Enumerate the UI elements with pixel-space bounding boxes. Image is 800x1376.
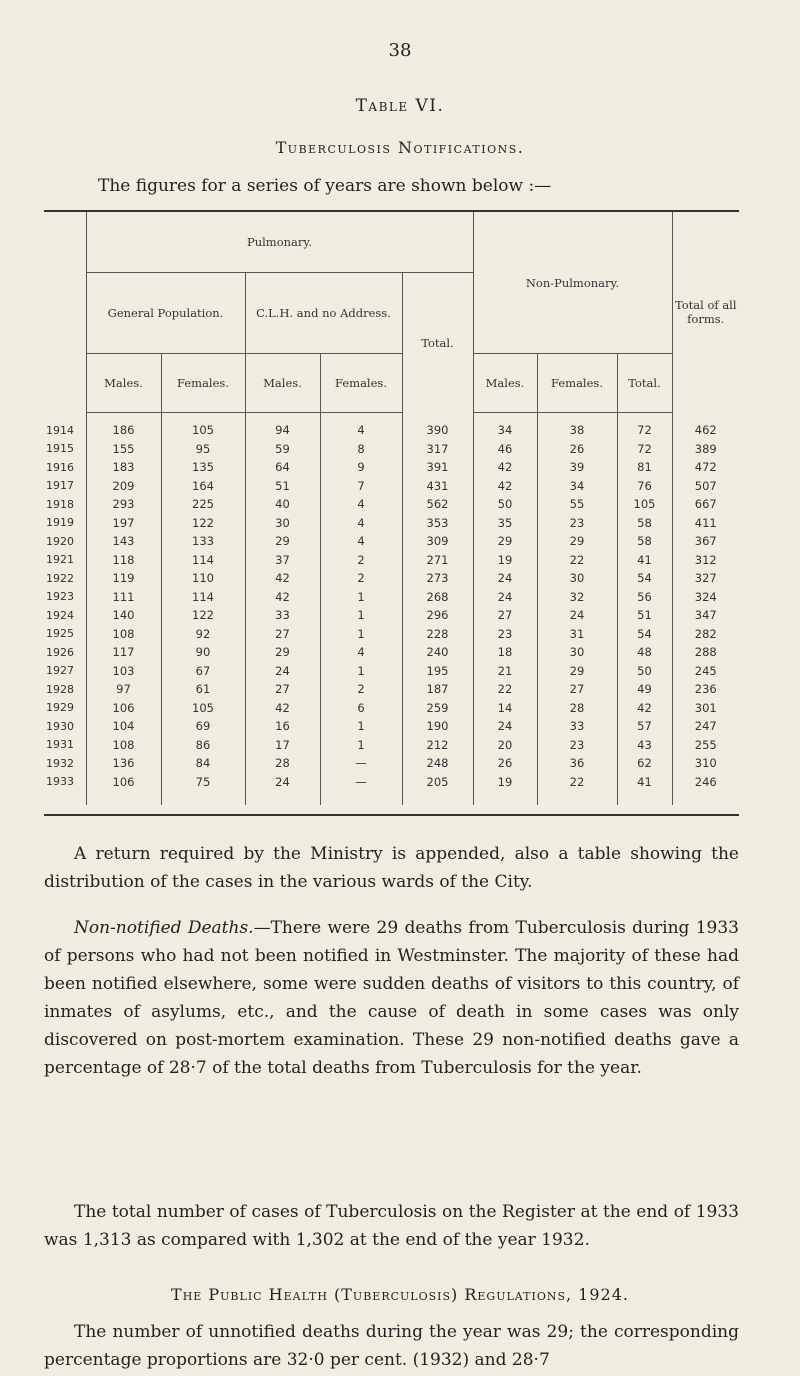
table-cell: 14 <box>473 699 537 718</box>
table-cell: 209 <box>86 477 161 496</box>
table-cell: 4 <box>320 514 402 533</box>
table-cell: 23 <box>537 514 617 533</box>
year-cell: 1924 <box>46 608 74 622</box>
notifications-table <box>44 212 739 805</box>
np-females-header: Females. <box>537 354 617 413</box>
table-cell: 271 <box>402 551 473 570</box>
table-cell: 50 <box>473 495 537 514</box>
table-cell: 136 <box>86 754 161 773</box>
table-row <box>44 643 739 662</box>
table-cell: — <box>320 754 402 773</box>
table-cell: 22 <box>537 773 617 806</box>
table-row <box>44 736 739 755</box>
table-cell: 240 <box>402 643 473 662</box>
table-cell: 26 <box>537 440 617 459</box>
table-cell: 51 <box>245 477 320 496</box>
table-row <box>44 699 739 718</box>
table-cell: 8 <box>320 440 402 459</box>
table-cell: 246 <box>672 773 739 806</box>
table-cell: 282 <box>672 625 739 644</box>
table-row <box>44 495 739 514</box>
table-cell: 23 <box>537 736 617 755</box>
table-row <box>44 773 739 806</box>
table-cell: 212 <box>402 736 473 755</box>
table-cell: 301 <box>672 699 739 718</box>
table-cell: 106 <box>86 773 161 806</box>
table-cell: — <box>320 773 402 806</box>
table-cell: 46 <box>473 440 537 459</box>
table-subtitle: Tuberculosis Notifications. <box>275 138 525 157</box>
table-cell: 69 <box>161 717 245 736</box>
table-intro: The figures for a series of years are shown below :— <box>98 176 552 196</box>
table-cell: 75 <box>161 773 245 806</box>
table-cell: 81 <box>617 458 672 477</box>
table-cell: 42 <box>245 588 320 607</box>
table-cell: 108 <box>86 736 161 755</box>
table-cell: 309 <box>402 532 473 551</box>
table-cell: 103 <box>86 662 161 681</box>
table-cell: 390 <box>402 413 473 440</box>
table-cell: 353 <box>402 514 473 533</box>
table-cell: 247 <box>672 717 739 736</box>
year-cell: 1930 <box>46 719 74 733</box>
table-cell: 190 <box>402 717 473 736</box>
table-cell: 273 <box>402 569 473 588</box>
table-cell: 312 <box>672 551 739 570</box>
table-cell: 140 <box>86 606 161 625</box>
table-cell: 106 <box>86 699 161 718</box>
table-cell: 27 <box>245 680 320 699</box>
table-cell: 54 <box>617 625 672 644</box>
year-cell: 1929 <box>46 701 74 715</box>
table-cell: 20 <box>473 736 537 755</box>
return-note-paragraph: A return required by the Ministry is appended, also a table showing the distribution of the cases in the various wards of the City. <box>44 844 739 892</box>
table-cell: 94 <box>245 413 320 440</box>
clh-no-address-header: C.L.H. and no Address. <box>245 273 402 354</box>
table-cell: 133 <box>161 532 245 551</box>
table-row <box>44 458 739 477</box>
unnotified-paragraph: The number of unnotified deaths during the year was 29; the corresponding percentage proportions are 32·0 per cent. (1932) and 28·7 <box>44 1322 739 1370</box>
table-cell: 86 <box>161 736 245 755</box>
table-cell: 29 <box>245 532 320 551</box>
table-cell: 34 <box>473 413 537 440</box>
clh-females-header: Females. <box>320 354 402 413</box>
table-cell: 105 <box>161 413 245 440</box>
table-cell: 2 <box>320 551 402 570</box>
table-cell: 1 <box>320 588 402 607</box>
table-cell: 114 <box>161 551 245 570</box>
table-cell: 54 <box>617 569 672 588</box>
table-cell: 24 <box>245 662 320 681</box>
table-cell: 143 <box>86 532 161 551</box>
table-cell: 4 <box>320 413 402 440</box>
table-cell: 49 <box>617 680 672 699</box>
table-cell: 6 <box>320 699 402 718</box>
table-cell: 122 <box>161 514 245 533</box>
table-cell: 18 <box>473 643 537 662</box>
table-cell: 50 <box>617 662 672 681</box>
table-cell: 21 <box>473 662 537 681</box>
table-cell: 268 <box>402 588 473 607</box>
total-all-forms-header: Total of all forms. <box>672 212 739 413</box>
table-cell: 76 <box>617 477 672 496</box>
table-cell: 24 <box>473 717 537 736</box>
year-cell: 1915 <box>46 442 74 456</box>
table-cell: 33 <box>245 606 320 625</box>
year-cell: 1927 <box>46 664 74 678</box>
table-cell: 310 <box>672 754 739 773</box>
register-total-paragraph: The total number of cases of Tuberculosis on the Register at the end of 1933 was 1,313 as compared with 1,302 at the end of the year 1932. <box>44 1202 739 1250</box>
table-cell: 30 <box>537 569 617 588</box>
table-cell: 57 <box>617 717 672 736</box>
table-cell: 105 <box>161 699 245 718</box>
year-cell: 1923 <box>46 590 74 604</box>
table-cell: 23 <box>473 625 537 644</box>
table-cell: 22 <box>537 551 617 570</box>
table-cell: 24 <box>473 569 537 588</box>
table-row <box>44 569 739 588</box>
table-cell: 110 <box>161 569 245 588</box>
table-cell: 1 <box>320 625 402 644</box>
table-cell: 90 <box>161 643 245 662</box>
table-cell: 72 <box>617 413 672 440</box>
table-cell: 118 <box>86 551 161 570</box>
table-cell: 42 <box>473 477 537 496</box>
table-cell: 97 <box>86 680 161 699</box>
table-cell: 119 <box>86 569 161 588</box>
table-cell: 35 <box>473 514 537 533</box>
table-cell: 4 <box>320 532 402 551</box>
table-cell: 1 <box>320 736 402 755</box>
table-cell: 29 <box>473 532 537 551</box>
table-cell: 164 <box>161 477 245 496</box>
table-cell: 122 <box>161 606 245 625</box>
table-cell: 391 <box>402 458 473 477</box>
table-row <box>44 588 739 607</box>
table-cell: 67 <box>161 662 245 681</box>
table-cell: 43 <box>617 736 672 755</box>
table-cell: 34 <box>537 477 617 496</box>
year-cell: 1922 <box>46 571 74 585</box>
table-row <box>44 551 739 570</box>
table-cell: 39 <box>537 458 617 477</box>
table-cell: 296 <box>402 606 473 625</box>
table-cell: 42 <box>245 569 320 588</box>
table-cell: 347 <box>672 606 739 625</box>
section-heading: The Public Health (Tuberculosis) Regulations, 1924. <box>171 1285 629 1304</box>
year-cell: 1918 <box>46 497 74 511</box>
table-cell: 92 <box>161 625 245 644</box>
table-cell: 38 <box>537 413 617 440</box>
year-cell: 1926 <box>46 645 74 659</box>
table-cell: 135 <box>161 458 245 477</box>
pulmonary-total-header: Total. <box>402 273 473 413</box>
np-total-header: Total. <box>617 354 672 413</box>
np-males-header: Males. <box>473 354 537 413</box>
table-cell: 205 <box>402 773 473 806</box>
table-cell: 28 <box>537 699 617 718</box>
table-cell: 183 <box>86 458 161 477</box>
table-cell: 248 <box>402 754 473 773</box>
table-cell: 41 <box>617 773 672 806</box>
year-cell: 1933 <box>46 775 74 789</box>
table-cell: 19 <box>473 551 537 570</box>
year-cell: 1931 <box>46 738 74 752</box>
table-cell: 17 <box>245 736 320 755</box>
table-cell: 114 <box>161 588 245 607</box>
table-cell: 31 <box>537 625 617 644</box>
table-cell: 507 <box>672 477 739 496</box>
table-cell: 22 <box>473 680 537 699</box>
table-cell: 389 <box>672 440 739 459</box>
table-title: Table VI. <box>355 96 445 116</box>
general-population-header: General Population. <box>86 273 245 354</box>
table-cell: 187 <box>402 680 473 699</box>
clh-males-header: Males. <box>245 354 320 413</box>
table-cell: 117 <box>86 643 161 662</box>
pulmonary-header: Pulmonary. <box>86 212 473 273</box>
table-cell: 1 <box>320 606 402 625</box>
table-bottom-rule <box>44 814 739 816</box>
table-cell: 1 <box>320 662 402 681</box>
table-cell: 64 <box>245 458 320 477</box>
table-cell: 4 <box>320 495 402 514</box>
year-cell: 1932 <box>46 756 74 770</box>
table-cell: 259 <box>402 699 473 718</box>
non-notified-paragraph <box>44 914 739 1082</box>
table-row <box>44 514 739 533</box>
table-row <box>44 413 739 440</box>
table-row <box>44 680 739 699</box>
table-cell: 59 <box>245 440 320 459</box>
non-notified-text: —There were 29 deaths from Tuberculosis during 1933 of persons who had not been notified in Westminster. The majority of these had been notified elsewhere, some were sudden deaths of visitors to this country, of inmates of asylums, etc., and the cause of death in some cases was only discovered on post-mortem examination. These 29 non-notified deaths gave a percentage of 28·7 of the total deaths from Tuberculosis for the year. <box>44 918 739 1078</box>
table-row <box>44 625 739 644</box>
table-row <box>44 606 739 625</box>
table-cell: 32 <box>537 588 617 607</box>
table-cell: 324 <box>672 588 739 607</box>
table-cell: 4 <box>320 643 402 662</box>
table-cell: 58 <box>617 514 672 533</box>
table-cell: 245 <box>672 662 739 681</box>
table-row <box>44 717 739 736</box>
table-cell: 30 <box>537 643 617 662</box>
table-cell: 317 <box>402 440 473 459</box>
table-cell: 84 <box>161 754 245 773</box>
year-cell: 1917 <box>46 479 74 493</box>
table-cell: 42 <box>617 699 672 718</box>
table-cell: 7 <box>320 477 402 496</box>
table-cell: 105 <box>617 495 672 514</box>
year-cell: 1916 <box>46 460 74 474</box>
table-cell: 56 <box>617 588 672 607</box>
table-cell: 472 <box>672 458 739 477</box>
table-cell: 186 <box>86 413 161 440</box>
year-cell: 1919 <box>46 516 74 530</box>
table-cell: 228 <box>402 625 473 644</box>
table-cell: 48 <box>617 643 672 662</box>
table-cell: 225 <box>161 495 245 514</box>
table-cell: 2 <box>320 680 402 699</box>
table-cell: 411 <box>672 514 739 533</box>
table-cell: 431 <box>402 477 473 496</box>
table-cell: 24 <box>473 588 537 607</box>
table-cell: 36 <box>537 754 617 773</box>
table-cell: 2 <box>320 569 402 588</box>
table-row <box>44 440 739 459</box>
table-cell: 29 <box>537 662 617 681</box>
table-cell: 27 <box>537 680 617 699</box>
table-cell: 236 <box>672 680 739 699</box>
year-cell: 1925 <box>46 627 74 641</box>
year-cell: 1921 <box>46 553 74 567</box>
table-cell: 562 <box>402 495 473 514</box>
table-cell: 28 <box>245 754 320 773</box>
table-cell: 95 <box>161 440 245 459</box>
gp-males-header: Males. <box>86 354 161 413</box>
table-row <box>44 754 739 773</box>
table-cell: 27 <box>245 625 320 644</box>
year-header <box>44 212 86 413</box>
table-cell: 62 <box>617 754 672 773</box>
table-cell: 72 <box>617 440 672 459</box>
table-cell: 42 <box>245 699 320 718</box>
table-cell: 29 <box>245 643 320 662</box>
table-cell: 58 <box>617 532 672 551</box>
page-number: 38 <box>388 40 412 61</box>
table-cell: 667 <box>672 495 739 514</box>
table-cell: 55 <box>537 495 617 514</box>
gp-females-header: Females. <box>161 354 245 413</box>
table-cell: 41 <box>617 551 672 570</box>
table-cell: 24 <box>537 606 617 625</box>
table-cell: 37 <box>245 551 320 570</box>
table-cell: 42 <box>473 458 537 477</box>
table-cell: 30 <box>245 514 320 533</box>
table-cell: 293 <box>86 495 161 514</box>
table-cell: 367 <box>672 532 739 551</box>
table-cell: 24 <box>245 773 320 806</box>
table-cell: 108 <box>86 625 161 644</box>
year-cell: 1914 <box>46 423 74 437</box>
year-cell: 1928 <box>46 682 74 696</box>
table-cell: 195 <box>402 662 473 681</box>
non-notified-label: Non-notified Deaths. <box>74 918 254 938</box>
table-cell: 462 <box>672 413 739 440</box>
table-cell: 327 <box>672 569 739 588</box>
table-cell: 104 <box>86 717 161 736</box>
table-cell: 19 <box>473 773 537 806</box>
year-cell: 1920 <box>46 534 74 548</box>
table-row <box>44 662 739 681</box>
table-cell: 27 <box>473 606 537 625</box>
table-cell: 255 <box>672 736 739 755</box>
table-cell: 197 <box>86 514 161 533</box>
table-cell: 40 <box>245 495 320 514</box>
table-row <box>44 532 739 551</box>
table-cell: 1 <box>320 717 402 736</box>
table-row <box>44 477 739 496</box>
table-cell: 288 <box>672 643 739 662</box>
table-cell: 26 <box>473 754 537 773</box>
table-cell: 9 <box>320 458 402 477</box>
table-cell: 33 <box>537 717 617 736</box>
table-cell: 111 <box>86 588 161 607</box>
table-cell: 16 <box>245 717 320 736</box>
table-cell: 29 <box>537 532 617 551</box>
table-cell: 155 <box>86 440 161 459</box>
table-cell: 61 <box>161 680 245 699</box>
non-pulmonary-header: Non-Pulmonary. <box>473 212 672 354</box>
table-cell: 51 <box>617 606 672 625</box>
